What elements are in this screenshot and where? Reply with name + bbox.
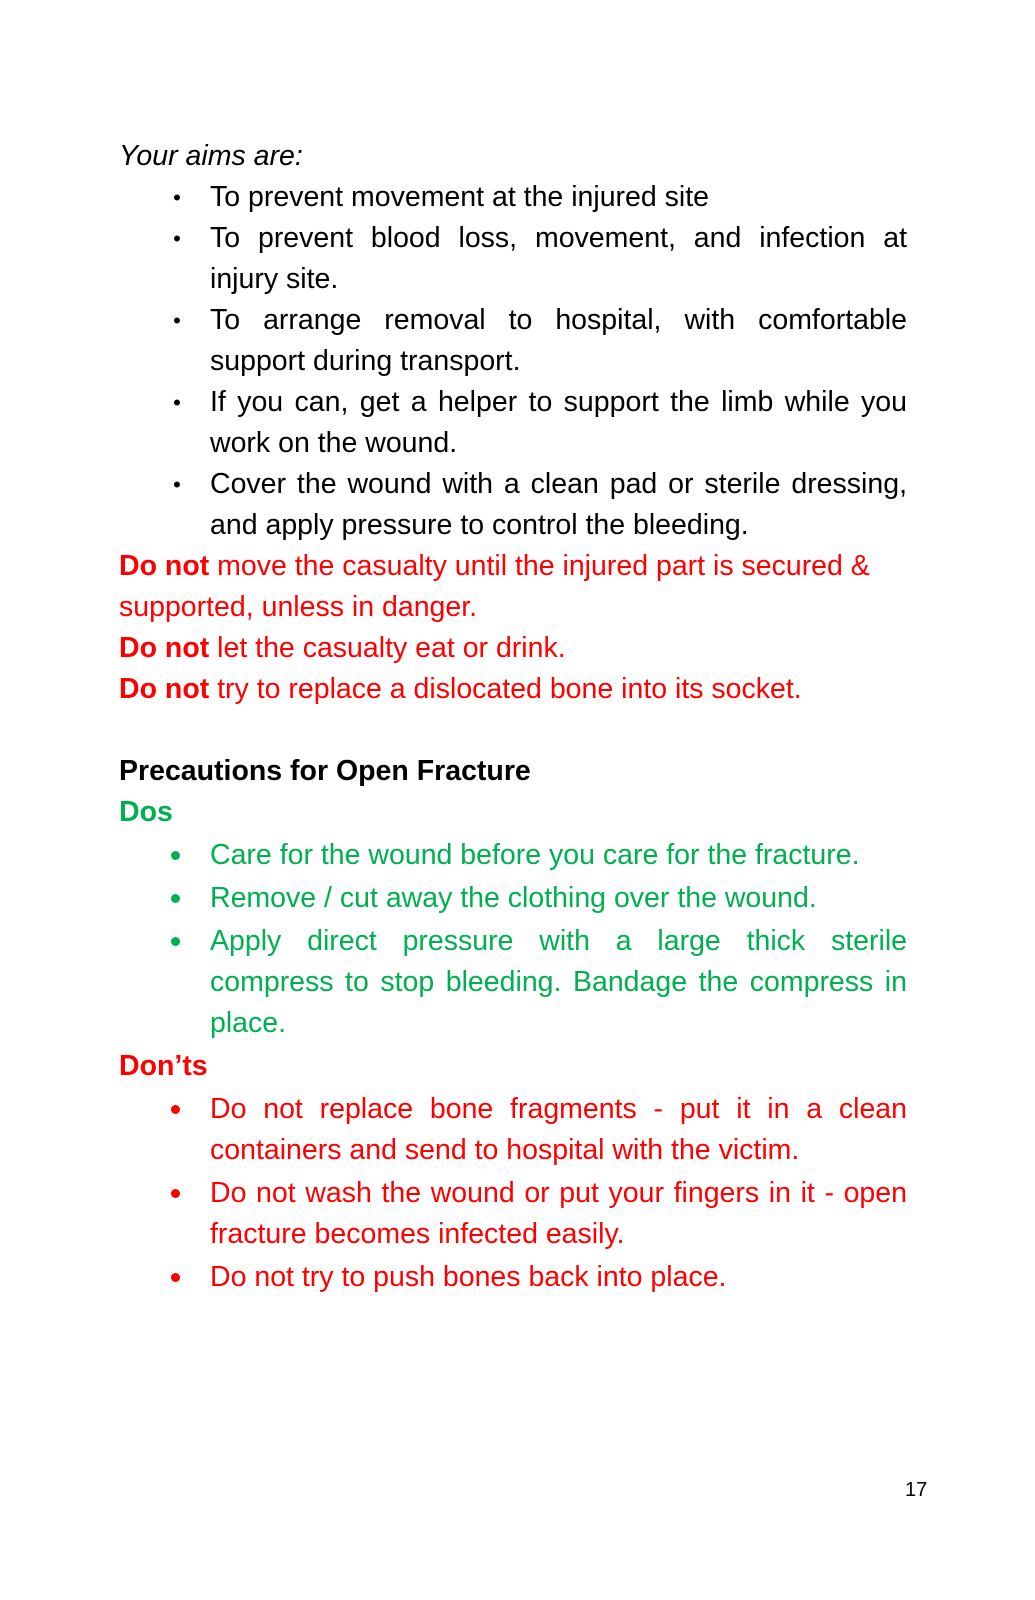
- warning-text: try to replace a dislocated bone into its socket.: [209, 673, 802, 705]
- list-item-text: Cover the wound with a clean pad or sterile dressing, and apply pressure to control the bleeding.: [210, 468, 907, 541]
- bullet-dot-icon: [171, 1189, 180, 1198]
- bullet-dot-icon: [171, 1273, 180, 1282]
- list-item: [119, 382, 907, 464]
- bullet-icon: •: [173, 390, 181, 415]
- list-item: [119, 921, 907, 1044]
- bullet-dot-icon: [171, 937, 180, 946]
- bullet-dot-icon: [171, 851, 180, 860]
- list-item-text: To arrange removal to hospital, with comfortable support during transport.: [210, 304, 907, 377]
- list-item-text: To prevent movement at the injured site: [210, 181, 710, 213]
- bullet-dot-icon: [171, 1105, 180, 1114]
- list-item: [119, 300, 907, 382]
- list-item: [119, 835, 907, 876]
- warning-line: [119, 628, 907, 669]
- list-item-text: If you can, get a helper to support the limb while you work on the wound.: [210, 386, 907, 459]
- warning-line: [119, 669, 907, 710]
- list-item-text: Care for the wound before you care for the fracture.: [210, 839, 860, 871]
- warnings-block: [119, 546, 907, 710]
- list-item-text: Do not replace bone fragments - put it in a clean containers and send to hospital with the victim.: [210, 1093, 907, 1166]
- warning-lead: Do not: [119, 632, 210, 664]
- list-item-text: Remove / cut away the clothing over the wound.: [210, 882, 817, 914]
- bullet-icon: •: [173, 472, 181, 497]
- warning-lead: Do not: [119, 673, 210, 705]
- donts-list: [119, 1089, 907, 1298]
- list-item-text: Do not wash the wound or put your fingers in it - open fracture becomes infected easily.: [210, 1177, 907, 1250]
- list-item: [119, 1089, 907, 1171]
- warning-text: let the casualty eat or drink.: [209, 632, 566, 664]
- bullet-icon: •: [173, 226, 181, 251]
- list-item-text: Apply direct pressure with a large thick sterile compress to stop bleeding. Bandage the compress in place.: [210, 925, 907, 1039]
- bullet-dot-icon: [171, 894, 180, 903]
- section-spacer: [119, 710, 907, 751]
- page-number: 17: [905, 1479, 928, 1501]
- section-title: Precautions for Open Fracture: [119, 755, 531, 787]
- list-item: [119, 1173, 907, 1255]
- aims-heading: Your aims are:: [119, 140, 303, 172]
- donts-heading: Don’ts: [119, 1050, 208, 1082]
- bullet-icon: •: [173, 308, 181, 333]
- list-item: [119, 218, 907, 300]
- bullet-icon: •: [173, 185, 181, 210]
- aims-list: [119, 177, 907, 546]
- list-item: [119, 177, 907, 218]
- warning-lead: Do not: [119, 550, 210, 582]
- list-item: [119, 464, 907, 546]
- document-page: [119, 136, 907, 1300]
- dos-list: [119, 835, 907, 1044]
- warning-line: [119, 546, 907, 628]
- dos-heading: Dos: [119, 796, 173, 828]
- warning-text: move the casualty until the injured part is secured & supported, unless in danger.: [119, 550, 870, 623]
- list-item-text: To prevent blood loss, movement, and infection at injury site.: [210, 222, 907, 295]
- list-item-text: Do not try to push bones back into place.: [210, 1261, 727, 1293]
- list-item: [119, 1257, 907, 1298]
- list-item: [119, 878, 907, 919]
